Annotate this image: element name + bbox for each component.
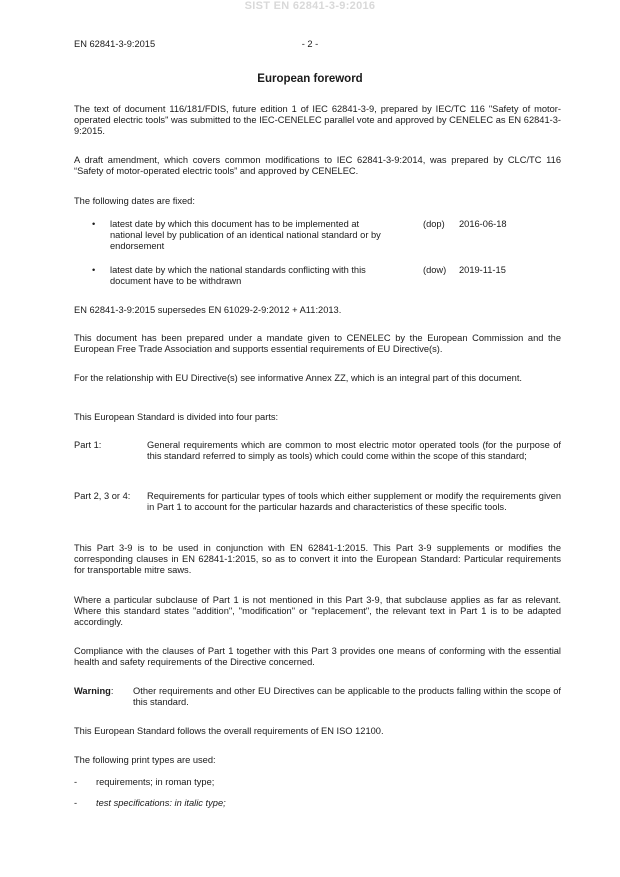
bullet-mark: •	[92, 219, 96, 229]
page-title: European foreword	[257, 73, 363, 85]
paragraph-draft-amendment: A draft amendment, which covers common modifications to IEC 62841-3-9:2014, was prepared by CLC/TC 116 “Safety of motor-operated electric tools” and approved by CENELEC.	[74, 155, 561, 176]
date-item-value: 2019-11-15	[459, 265, 506, 275]
paragraph-supersedes: EN 62841-3-9:2015 supersedes EN 61029-2-9:2012 + A11:2013.	[74, 305, 342, 315]
header-doc-id: EN 62841-3-9:2015	[74, 39, 156, 49]
warning-label	[74, 686, 113, 697]
part-label: Part 1:	[74, 440, 102, 450]
print-type-text: test specifications: in italic type;	[96, 798, 226, 808]
date-item-code: (dop)	[423, 219, 445, 229]
bullet-mark: •	[92, 265, 96, 275]
date-item-code: (dow)	[423, 265, 447, 275]
paragraph-conjunction: This Part 3-9 is to be used in conjunction with EN 62841-1:2015. This Part 3-9 supplements or modifies the corresponding clauses in EN 62841-1:2015, so as to convert it into the European Standard: Particular requirements for transportable mitre saws.	[74, 543, 561, 575]
dash-mark: -	[74, 798, 78, 808]
paragraph-relationship: For the relationship with EU Directive(s) see informative Annex ZZ, which is an integral part of this document.	[74, 373, 522, 383]
warning-colon: :	[110, 686, 114, 696]
part-text: General requirements which are common to most electric motor operated tools (for the purpose of this standard referred to simply as tools) which could come within the scope of this standard;	[147, 440, 561, 461]
paragraph-dates-intro: The following dates are fixed:	[74, 196, 195, 206]
warning-text: Other requirements and other EU Directives can be applicable to the products falling within the scope of this standard.	[133, 686, 561, 707]
date-item-text: latest date by which this document has to be implemented at national level by publication of an identical national standard or by endorsement	[110, 219, 381, 251]
print-type-text: requirements; in roman type;	[96, 777, 215, 787]
paragraph-subclause: Where a particular subclause of Part 1 is not mentioned in this Part 3-9, that subclause applies as far as relevant. Where this standard states "addition", "modification" or "replacement", the relevant text in Part 1 is to be adapted accordingly.	[74, 595, 561, 627]
paragraph-compliance: Compliance with the clauses of Part 1 together with this Part 3 provides one means of conforming with the essential health and safety requirements of the Directive concerned.	[74, 646, 561, 667]
paragraph-mandate: This document has been prepared under a mandate given to CENELEC by the European Commission and the European Free Trade Association and supports essential requirements of EU Directive(s).	[74, 333, 561, 354]
part-label: Part 2, 3 or 4:	[74, 491, 131, 501]
watermark: SIST EN 62841-3-9:2016	[244, 0, 376, 12]
dash-mark: -	[74, 777, 78, 787]
paragraph-print-types-intro: The following print types are used:	[74, 755, 216, 765]
paragraph-iso-12100: This European Standard follows the overall requirements of EN ISO 12100.	[74, 726, 384, 736]
paragraph-document-text: The text of document 116/181/FDIS, future edition 1 of IEC 62841-3-9, prepared by IEC/TC 116 "Safety of motor-operated electric tools" was submitted to the IEC-CENELEC parallel vote and approved by CENELEC as EN 62841-3-9:2015.	[74, 104, 561, 136]
warning-label-text: Warning	[74, 686, 111, 696]
date-item-text: latest date by which the national standards conflicting with this document have to be withdrawn	[110, 265, 366, 286]
part-text: Requirements for particular types of tools which either supplement or modify the requirements given in Part 1 to account for the particular hazards and characteristics of these specific tools.	[147, 491, 561, 512]
paragraph-parts-intro: This European Standard is divided into four parts:	[74, 412, 279, 422]
date-item-value: 2016-06-18	[459, 219, 507, 229]
header-page-number: - 2 -	[301, 39, 319, 49]
